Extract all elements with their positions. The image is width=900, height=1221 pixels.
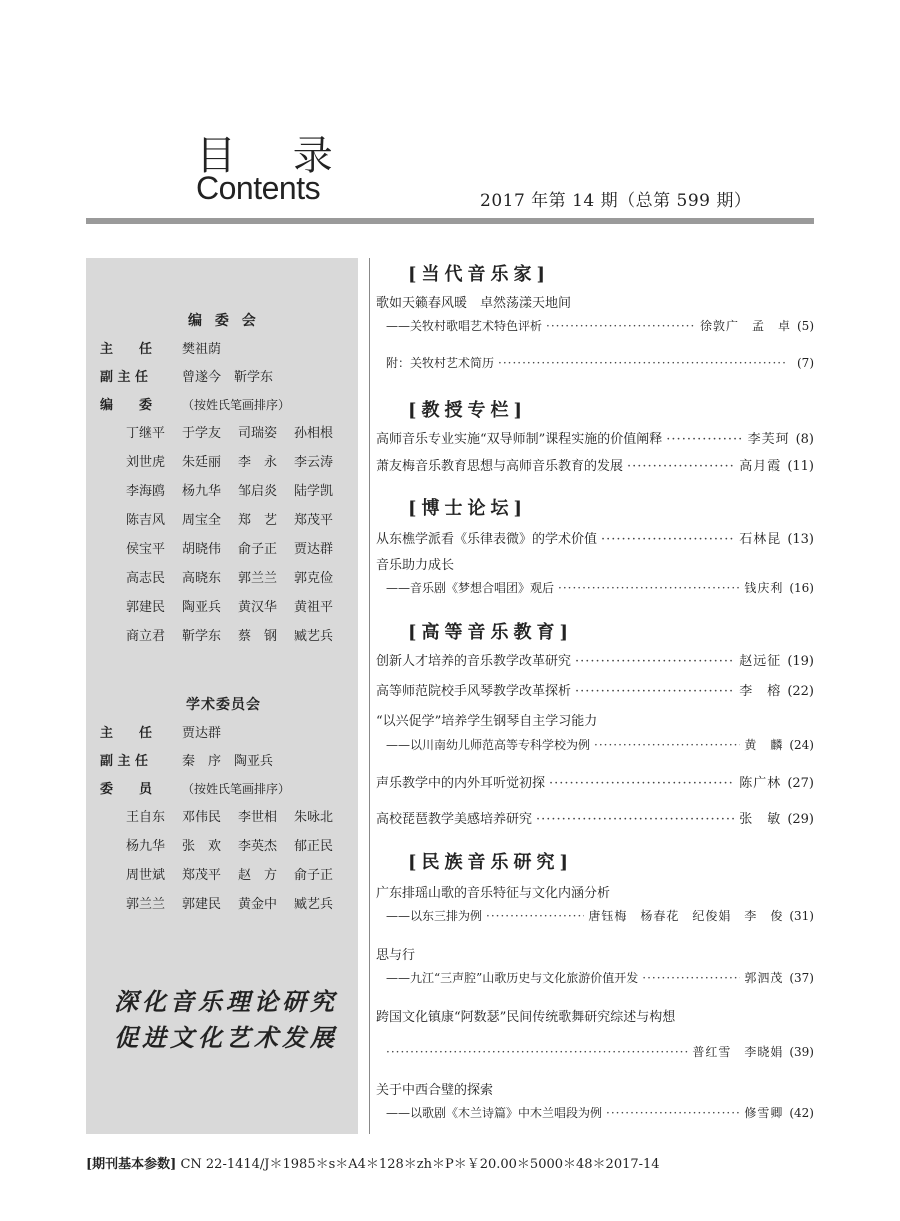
name-row bbox=[126, 567, 350, 596]
toc-page: (37) bbox=[789, 971, 814, 985]
editorial-sidebar bbox=[86, 258, 358, 1134]
toc-title: 高等师范院校手风琴教学改革探析 bbox=[376, 684, 572, 699]
academic-members-label: 委 员 bbox=[100, 782, 153, 797]
toc-entry[interactable] bbox=[386, 907, 814, 924]
toc-entry-title[interactable]: 广东排瑶山歌的音乐特征与文化内涵分析 bbox=[376, 886, 611, 901]
toc-subtitle: ——以川南幼儿师范高等专科学校为例 bbox=[386, 738, 591, 752]
member-name: 商立君 bbox=[126, 629, 166, 644]
name-row bbox=[126, 509, 350, 538]
member-name: 李世相 bbox=[238, 810, 278, 825]
toc-entry-title[interactable]: “以兴促学”培养学生钢琴自主学习能力 bbox=[376, 714, 598, 729]
slogan-line2: 促进文化艺术发展 bbox=[114, 1023, 338, 1052]
member-name: 刘世虎 bbox=[126, 455, 166, 470]
leader-dots bbox=[536, 812, 735, 827]
member-name: 丁继平 bbox=[126, 426, 166, 441]
toc-subtitle: ——以歌剧《木兰诗篇》中木兰唱段为例 bbox=[386, 1106, 603, 1120]
board-members-label: 编 委 bbox=[100, 398, 153, 413]
member-name: 郭建民 bbox=[182, 897, 222, 912]
member-name: 邹启炎 bbox=[238, 484, 278, 499]
toc-page: (24) bbox=[789, 738, 814, 752]
section-heading: [博士论坛] bbox=[408, 498, 528, 519]
toc-title: 创新人才培养的音乐教学改革研究 bbox=[376, 654, 572, 669]
member-name: 黄汉华 bbox=[238, 600, 278, 615]
toc-title: 高师音乐专业实施“双导师制”课程实施的价值阐释 bbox=[376, 432, 663, 447]
member-name: 郑茂平 bbox=[294, 513, 334, 528]
section-heading: [民族音乐研究] bbox=[408, 852, 574, 873]
name-row bbox=[126, 625, 350, 654]
issue-number: 2017 年第 14 期（总第 599 期） bbox=[480, 191, 752, 211]
section-heading: [当代音乐家] bbox=[408, 264, 551, 285]
member-name: 李 永 bbox=[238, 455, 278, 470]
member-name: 郭兰兰 bbox=[126, 897, 166, 912]
toc-page: (29) bbox=[787, 812, 814, 827]
toc-entry[interactable] bbox=[376, 680, 814, 699]
toc-entry[interactable] bbox=[386, 736, 814, 753]
toc-entry[interactable] bbox=[386, 579, 814, 596]
member-name: 邓伟民 bbox=[182, 810, 222, 825]
member-name: 高志民 bbox=[126, 571, 166, 586]
toc-entry[interactable] bbox=[386, 1104, 814, 1121]
name-row bbox=[126, 422, 350, 451]
leader-dots bbox=[558, 581, 740, 595]
academic-members bbox=[100, 778, 290, 797]
member-name: 俞子正 bbox=[238, 542, 278, 557]
academic-director bbox=[100, 722, 221, 741]
toc-author: 黄 麟 bbox=[744, 738, 784, 752]
toc-author: 钱庆利 bbox=[744, 581, 784, 595]
toc-title: 附：关牧村艺术简历 bbox=[386, 356, 495, 370]
section-heading: [高等音乐教育] bbox=[408, 622, 574, 643]
board-director-label: 主 任 bbox=[100, 342, 153, 357]
toc-entry[interactable] bbox=[376, 808, 814, 827]
toc-title: 声乐教学中的内外耳听觉初探 bbox=[376, 776, 546, 791]
toc-title: 从东樵学派看《乐律表微》的学术价值 bbox=[376, 532, 598, 547]
params-label: [期刊基本参数] bbox=[86, 1157, 177, 1172]
toc-title: 萧友梅音乐教育思想与高师音乐教育的发展 bbox=[376, 459, 624, 474]
toc-entry[interactable] bbox=[386, 969, 814, 986]
toc-page: (5) bbox=[797, 319, 814, 333]
toc-entry-title[interactable]: 音乐助力成长 bbox=[376, 558, 455, 573]
member-name: 陶亚兵 bbox=[182, 600, 222, 615]
name-row bbox=[126, 451, 350, 480]
toc-subtitle: ——音乐剧《梦想合唱团》观后 bbox=[386, 581, 555, 595]
leader-dots bbox=[575, 684, 735, 699]
academic-vice-label: 副 主 任 bbox=[100, 754, 149, 769]
member-name: 贾达群 bbox=[294, 542, 334, 557]
toc-author: 李芙珂 bbox=[747, 432, 790, 447]
name-row bbox=[126, 835, 350, 864]
name-row bbox=[126, 864, 350, 893]
member-name: 高晓东 bbox=[182, 571, 222, 586]
member-name: 郭建民 bbox=[126, 600, 166, 615]
toc-entry[interactable] bbox=[376, 772, 814, 791]
academic-vice-names: 秦 序 陶亚兵 bbox=[182, 754, 274, 769]
academic-director-label: 主 任 bbox=[100, 726, 153, 741]
toc-page: (22) bbox=[787, 684, 814, 699]
member-name: 郁正民 bbox=[294, 839, 334, 854]
page-title-cn: 目 录 bbox=[196, 133, 355, 179]
leader-dots bbox=[601, 532, 735, 547]
toc-author: 郭泗茂 bbox=[744, 971, 784, 985]
toc-author: 赵远征 bbox=[739, 654, 782, 669]
member-name: 陈吉风 bbox=[126, 513, 166, 528]
params-values: CN 22-1414/J＊1985＊s＊A4＊128＊zh＊P＊￥20.00＊5000＊48＊2017-14 bbox=[180, 1157, 660, 1172]
member-name: 朱咏北 bbox=[294, 810, 334, 825]
member-name: 俞子正 bbox=[294, 868, 334, 883]
member-name: 臧艺兵 bbox=[294, 629, 334, 644]
member-name: 靳学东 bbox=[182, 629, 222, 644]
toc-page: (7) bbox=[797, 356, 814, 370]
board-director-name: 樊祖荫 bbox=[182, 342, 222, 357]
toc-page: (11) bbox=[787, 459, 814, 474]
toc-page: (16) bbox=[789, 581, 814, 595]
member-name: 周世斌 bbox=[126, 868, 166, 883]
academic-title: 学术委员会 bbox=[186, 697, 261, 713]
toc-subtitle: ——以东三排为例 bbox=[386, 909, 483, 923]
toc-entry[interactable] bbox=[376, 455, 814, 474]
leader-dots bbox=[642, 971, 740, 985]
name-row bbox=[126, 596, 350, 625]
toc-page: (27) bbox=[787, 776, 814, 791]
member-name: 于学友 bbox=[182, 426, 222, 441]
board-members bbox=[100, 394, 290, 413]
toc-author: 徐敦广 孟 卓 bbox=[699, 319, 791, 333]
toc-entry-title[interactable]: 关于中西合璧的探索 bbox=[376, 1083, 494, 1098]
member-name: 郭兰兰 bbox=[238, 571, 278, 586]
slogan-line1: 深化音乐理论研究 bbox=[114, 987, 338, 1016]
toc-entry-title[interactable]: 跨国文化镇康“阿数瑟”民间传统歌舞研究综述与构想 bbox=[376, 1010, 676, 1025]
member-name: 臧艺兵 bbox=[294, 897, 334, 912]
leader-dots bbox=[386, 1045, 688, 1059]
toc-entry[interactable] bbox=[386, 1043, 814, 1060]
member-name: 郭克俭 bbox=[294, 571, 334, 586]
journal-params bbox=[86, 1153, 660, 1172]
toc-page: (13) bbox=[787, 532, 814, 547]
toc-author: 唐钰梅 杨春花 纪俊娟 李 俊 bbox=[588, 909, 784, 923]
board-vice-label: 副 主 任 bbox=[100, 370, 149, 385]
name-row bbox=[126, 480, 350, 509]
toc-entry-title[interactable]: 思与行 bbox=[376, 948, 416, 963]
member-name: 李海鸥 bbox=[126, 484, 166, 499]
toc-author: 张 敏 bbox=[739, 812, 782, 827]
toc-entry[interactable] bbox=[386, 317, 814, 334]
toc-page: (42) bbox=[789, 1106, 814, 1120]
member-name: 赵 方 bbox=[238, 868, 278, 883]
toc-entry-title[interactable]: 歌如天籁春风暖 卓然荡漾天地间 bbox=[376, 296, 572, 311]
academic-director-name: 贾达群 bbox=[182, 726, 222, 741]
member-name: 侯宝平 bbox=[126, 542, 166, 557]
leader-dots bbox=[575, 654, 735, 669]
name-row bbox=[126, 538, 350, 567]
member-name: 蔡 钢 bbox=[238, 629, 278, 644]
toc-subtitle: ——关牧村歌唱艺术特色评析 bbox=[386, 319, 543, 333]
member-name: 郑 艺 bbox=[238, 513, 278, 528]
toc-author: 高月霞 bbox=[739, 459, 782, 474]
member-name: 胡晓伟 bbox=[182, 542, 222, 557]
leader-dots bbox=[594, 738, 740, 752]
toc-entry[interactable] bbox=[386, 354, 814, 371]
section-heading: [教授专栏] bbox=[408, 400, 528, 421]
board-title: 编 委 会 bbox=[188, 313, 260, 329]
board-members-note: （按姓氏笔画排序） bbox=[182, 398, 291, 412]
leader-dots bbox=[666, 432, 743, 447]
member-name: 司瑞姿 bbox=[238, 426, 278, 441]
leader-dots bbox=[627, 459, 735, 474]
toc-author: 李 榕 bbox=[739, 684, 782, 699]
member-name: 周宝全 bbox=[182, 513, 222, 528]
toc-entry[interactable] bbox=[376, 428, 814, 447]
member-name: 杨九华 bbox=[182, 484, 222, 499]
academic-vice bbox=[100, 750, 273, 769]
member-name: 杨九华 bbox=[126, 839, 166, 854]
member-name: 李英杰 bbox=[238, 839, 278, 854]
member-name: 张 欢 bbox=[182, 839, 222, 854]
leader-dots bbox=[546, 319, 696, 333]
toc-page: (8) bbox=[795, 432, 814, 447]
page-title-en: Contents bbox=[196, 170, 321, 206]
toc-entry[interactable] bbox=[376, 528, 814, 547]
leader-dots bbox=[486, 909, 584, 923]
leader-dots bbox=[498, 356, 787, 370]
toc-page: (31) bbox=[789, 909, 814, 923]
member-name: 朱廷丽 bbox=[182, 455, 222, 470]
member-name: 黄金中 bbox=[238, 897, 278, 912]
toc-entry[interactable] bbox=[376, 650, 814, 669]
academic-members-note: （按姓氏笔画排序） bbox=[182, 782, 291, 796]
board-vice-names: 曾遂今 靳学东 bbox=[182, 370, 274, 385]
academic-names bbox=[126, 806, 350, 922]
member-name: 王自东 bbox=[126, 810, 166, 825]
leader-dots bbox=[606, 1106, 740, 1120]
board-director bbox=[100, 338, 221, 357]
toc-author: 修雪卿 bbox=[744, 1106, 784, 1120]
toc-page: (19) bbox=[787, 654, 814, 669]
member-name: 陆学凯 bbox=[294, 484, 334, 499]
member-name: 郑茂平 bbox=[182, 868, 222, 883]
member-name: 黄祖平 bbox=[294, 600, 334, 615]
board-names bbox=[126, 422, 350, 654]
member-name: 孙相根 bbox=[294, 426, 334, 441]
name-row bbox=[126, 893, 350, 922]
leader-dots bbox=[549, 776, 735, 791]
header-rule bbox=[86, 218, 814, 224]
name-row bbox=[126, 806, 350, 835]
toc-title: 高校琵琶教学美感培养研究 bbox=[376, 812, 533, 827]
column-divider bbox=[369, 258, 370, 1134]
toc-page: (39) bbox=[789, 1045, 814, 1059]
toc-author: 陈广林 bbox=[739, 776, 782, 791]
toc-author: 普红雪 李晓娟 bbox=[692, 1045, 784, 1059]
toc-subtitle: ——九江“三声腔”山歌历史与文化旅游价值开发 bbox=[386, 971, 639, 985]
member-name: 李云涛 bbox=[294, 455, 334, 470]
board-vice bbox=[100, 366, 273, 385]
toc-author: 石林昆 bbox=[739, 532, 782, 547]
